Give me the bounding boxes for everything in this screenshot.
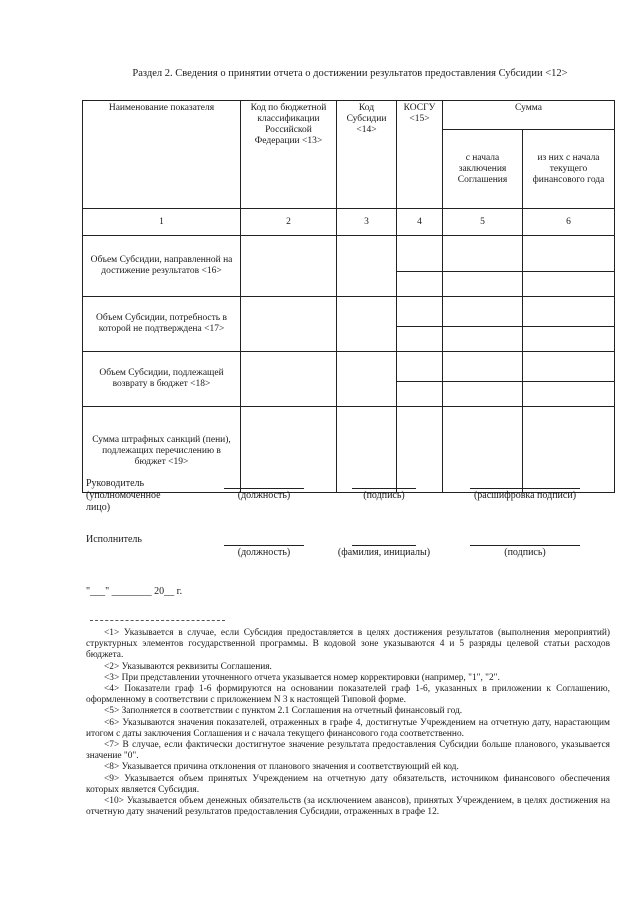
cell-empty (443, 352, 523, 382)
cell-empty (337, 297, 397, 352)
cell-empty (523, 272, 615, 297)
cell-empty (397, 272, 443, 297)
cell-empty (397, 236, 443, 272)
row-subsidy-not-confirmed: Объем Субсидии, потребность в которой не подтверждена <17> (83, 297, 241, 352)
cell-empty (443, 382, 523, 407)
footnote: <5> Заполняется в соответствии с пунктом 2.1 Соглашения на отчетный финансовый год. (104, 706, 463, 717)
header-sum-current-year: из них с начала текущего финансового года (523, 130, 615, 209)
cell-empty (443, 407, 523, 493)
head-decoding-caption: (расшифровка подписи) (473, 490, 577, 501)
cell-empty (397, 407, 443, 493)
cell-empty (523, 352, 615, 382)
column-number: 6 (523, 209, 615, 236)
head-label: Руководитель (уполномоченное лицо) (86, 478, 161, 513)
cell-empty (397, 297, 443, 327)
cell-empty (241, 236, 337, 297)
footnote-separator (90, 620, 225, 621)
cell-empty (523, 327, 615, 352)
executor-signature-caption: (подпись) (504, 547, 546, 558)
header-subsidy-code: Код Субсидии <14> (337, 101, 397, 209)
footnote: <1> Указывается в случае, если Субсидия предоставляется в целях достижения результатов (выполнения мероприятий) структурных элементов государственной программы. В кодовой зоне указываются 4 и 5 разряды целевой статьи расходов бюджета. (86, 628, 610, 661)
signature-line[interactable] (352, 488, 416, 489)
cell-empty (523, 297, 615, 327)
column-number: 5 (443, 209, 523, 236)
executor-name-caption: (фамилия, инициалы) (337, 547, 431, 558)
date-line: "___" ________ 20__ г. (86, 586, 183, 597)
cell-empty (443, 272, 523, 297)
cell-empty (241, 407, 337, 493)
header-budget-code: Код по бюджетной классификации Российской Федерации <13> (241, 101, 337, 209)
cell-empty (523, 236, 615, 272)
footnote: <6> Указываются значения показателей, отраженных в графе 4, достигнутые Учреждением на отчетную дату, нарастающим итогом с даты заключения Соглашения и с начала текущего финансового года соответственно. (86, 717, 610, 739)
cell-empty (523, 382, 615, 407)
report-acceptance-table (82, 100, 615, 493)
column-number: 4 (397, 209, 443, 236)
head-position-caption: (должность) (237, 490, 291, 501)
header-sum: Сумма (443, 101, 615, 130)
executor-position-caption: (должность) (237, 547, 291, 558)
signature-line[interactable] (470, 545, 580, 546)
footnote: <4> Показатели граф 1-6 формируются на основании показателей граф 1-6, указанных в приложении к Соглашению, оформленному в соответствии с приложением N 3 к настоящей Типовой форме. (86, 684, 610, 706)
executor-label: Исполнитель (86, 534, 142, 545)
footnote: <10> Указывается объем денежных обязательств (за исключением авансов), принятых Учреждением, в целях достижения на отчетную дату значений результатов предоставления Субсидии, отраженных в графе 12. (86, 796, 610, 818)
cell-empty (337, 236, 397, 297)
signature-line[interactable] (224, 488, 304, 489)
cell-empty (443, 297, 523, 327)
column-number: 2 (241, 209, 337, 236)
footnote: <9> Указывается объем принятых Учреждением на отчетную дату обязательств, источником финансового обеспечения которых является Субсидия. (86, 773, 610, 795)
cell-empty (397, 352, 443, 382)
row-subsidy-return: Объем Субсидии, подлежащей возврату в бюджет <18> (83, 352, 241, 407)
cell-empty (337, 352, 397, 407)
cell-empty (397, 382, 443, 407)
footnote: <7> В случае, если фактически достигнутое значение результата предоставления Субсидии больше планового, указывается значение "0". (86, 740, 610, 762)
cell-empty (337, 407, 397, 493)
cell-empty (241, 297, 337, 352)
signature-line[interactable] (224, 545, 304, 546)
column-number: 3 (337, 209, 397, 236)
cell-empty (443, 327, 523, 352)
column-number: 1 (83, 209, 241, 236)
footnote: <3> При представлении уточненного отчета указывается номер корректировки (например, "1", "2". (104, 672, 500, 683)
footnote: <8> Указывается причина отклонения от планового значения и соответствующий ей код. (104, 762, 459, 773)
signature-line[interactable] (470, 488, 580, 489)
signature-line[interactable] (352, 545, 416, 546)
section-title: Раздел 2. Сведения о принятии отчета о достижении результатов предоставления Субсидии <12> (132, 68, 568, 79)
header-indicator: Наименование показателя (83, 101, 241, 209)
cell-empty (241, 352, 337, 407)
row-penalties: Сумма штрафных санкций (пени), подлежащих перечислению в бюджет <19> (83, 407, 241, 493)
cell-empty (443, 236, 523, 272)
footnote: <2> Указываются реквизиты Соглашения. (104, 661, 272, 672)
head-signature-caption: (подпись) (363, 490, 405, 501)
header-sum-from-start: с начала заключения Соглашения (443, 130, 523, 209)
row-subsidy-for-results: Объем Субсидии, направленной на достижение результатов <16> (83, 236, 241, 297)
header-kosgu: КОСГУ <15> (397, 101, 443, 209)
cell-empty (523, 407, 615, 493)
cell-empty (397, 327, 443, 352)
footnotes (86, 628, 610, 818)
